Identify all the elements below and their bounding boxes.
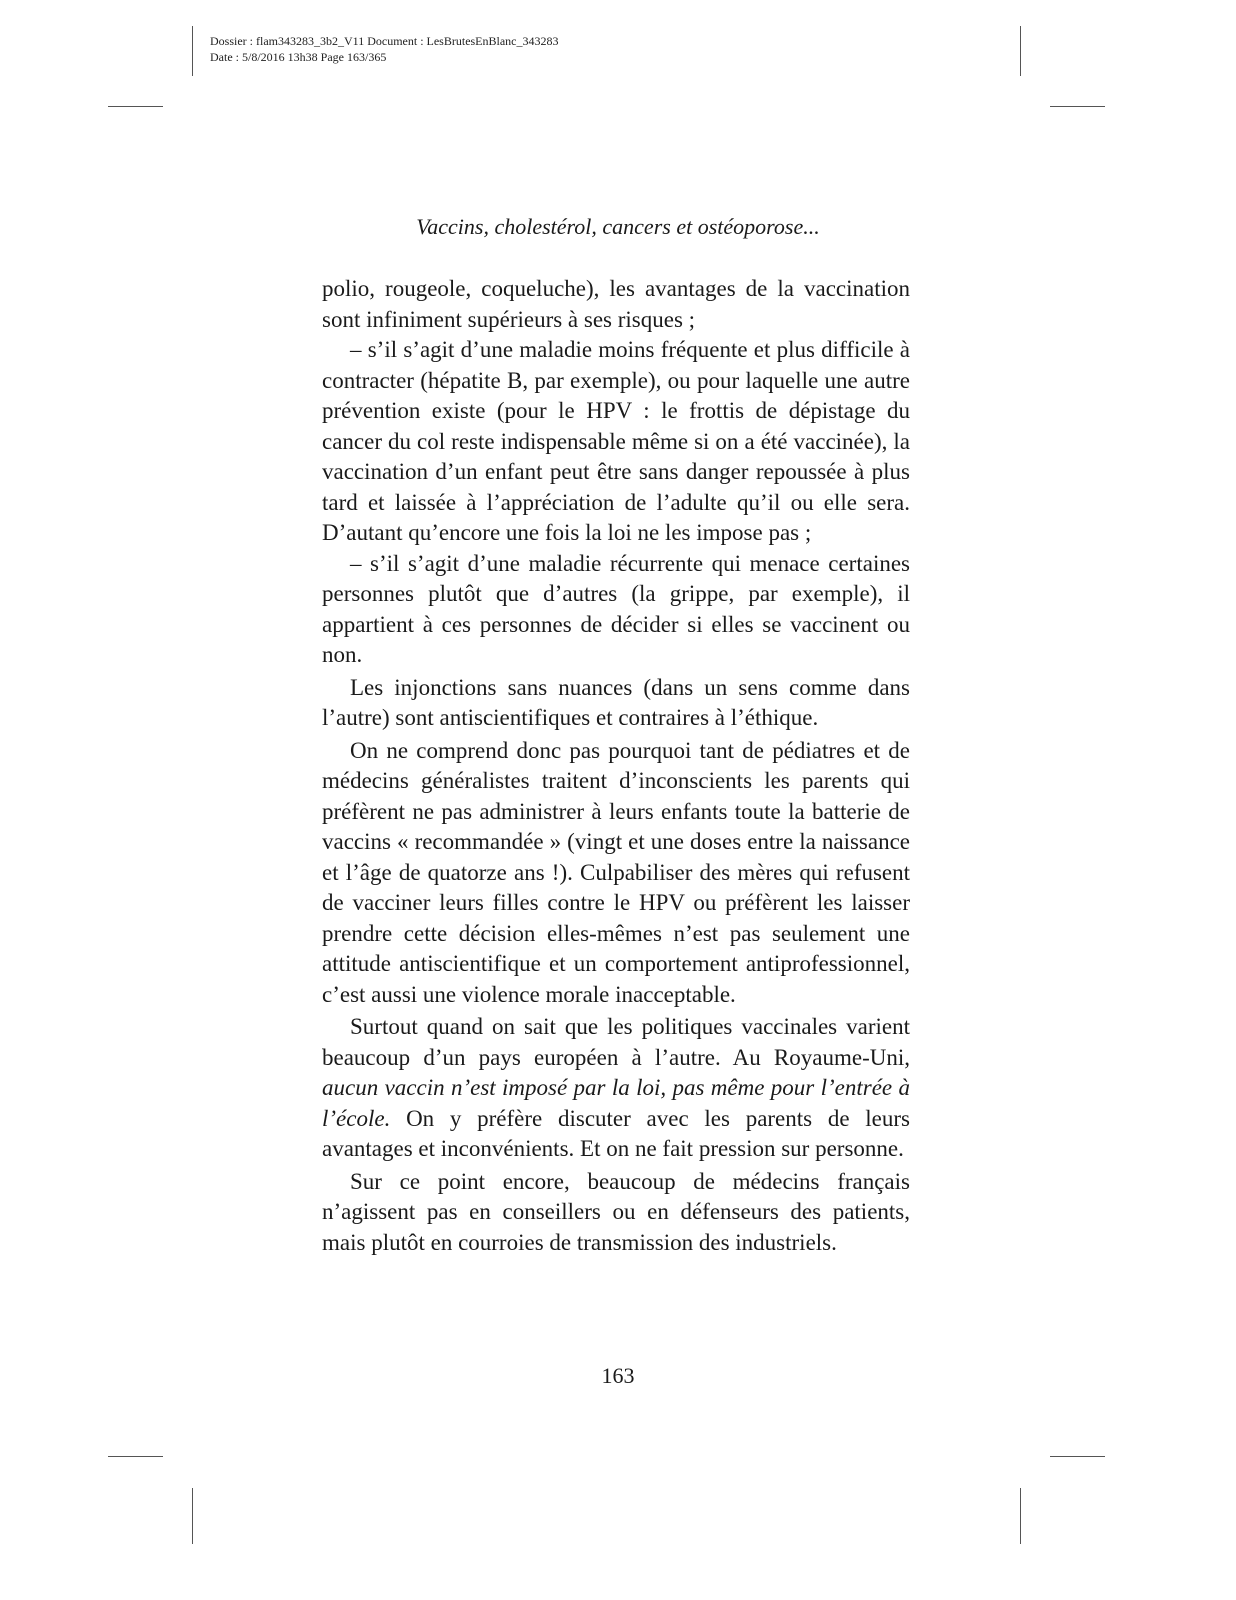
crop-mark-right-bottom (1050, 1456, 1105, 1457)
paragraph-royaume-uni-italic: aucun vaccin n’est imposé par la loi, pas même pour l’entrée à l’école. (322, 1075, 910, 1131)
print-slug (210, 33, 559, 65)
paragraph-royaume-uni-end: On y préfère discuter avec les parents de leurs avantages et inconvénients. Et on ne fait pression sur personne. (322, 1105, 910, 1161)
page-number: 163 (601, 1363, 635, 1388)
crop-mark-bottom-right (1020, 1488, 1021, 1544)
slug-line-dossier: Dossier : flam343283_3b2_V11 Document : LesBrutesEnBlanc_343283 (210, 34, 559, 48)
paragraph-injonctions: Les injonctions sans nuances (dans un sens comme dans l’autre) sont antiscientifiques et contraires à l’éthique. (322, 674, 910, 730)
list-item-dash-1: – s’il s’agit d’une maladie moins fréquente et plus difficile à contracter (hépatite B, par exemple), ou pour laquelle une autre prévention existe (pour le HPV : le frottis de dépistage du cancer du col reste indispensable même si on a été vaccinée), la vaccination d’un enfant peut être sans danger repoussée à plus tard et laissée à l’appréciation de l’adulte qu’il ou elle sera. D’autant qu’encore une fois la loi ne les impose pas ; (322, 337, 910, 545)
list-item-dash-2: – s’il s’agit d’une maladie récurrente qui menace certaines personnes plutôt que d’autres (la grippe, par exemple), il appartient à ces personnes de décider si elles se vaccinent ou non. (322, 550, 910, 667)
running-head: Vaccins, cholestérol, cancers et ostéoporose... (416, 214, 820, 239)
crop-mark-left-top (108, 106, 163, 107)
paragraph-medecins-francais: Sur ce point encore, beaucoup de médecins français n’agissent pas en conseillers ou en défenseurs des patients, mais plutôt en courroies de transmission des industriels. (322, 1168, 910, 1255)
paragraph-continuation: polio, rougeole, coqueluche), les avantages de la vaccination sont infiniment supérieurs à ses risques ; (322, 276, 910, 332)
paragraph-royaume-uni (322, 1012, 910, 1165)
crop-mark-right-top (1050, 106, 1105, 107)
paragraph-pediatres: On ne comprend donc pas pourquoi tant de pédiatres et de médecins généralistes traitent d’inconscients les parents qui préfèrent ne pas administrer à leurs enfants toute la batterie de vaccins « recommandée » (vingt et une doses entre la naissance et l’âge de quatorze ans !). Culpabiliser des mères qui refusent de vacciner leurs filles contre le HPV ou préfèrent les laisser prendre cette décision elles-mêmes n’est pas seulement une attitude antiscientifique et un comportement antiprofessionnel, c’est aussi une violence morale inacceptable. (322, 737, 910, 1007)
slug-line-date: Date : 5/8/2016 13h38 Page 163/365 (210, 50, 387, 64)
crop-mark-bottom-left (192, 1488, 193, 1544)
paragraph-royaume-uni-start: Surtout quand on sait que les politiques vaccinales varient beaucoup d’un pays européen à l’autre. Au Royaume-Uni, (322, 1014, 910, 1070)
body-text (322, 274, 910, 1258)
crop-mark-left-bottom (108, 1456, 163, 1457)
crop-mark-top-right (1020, 26, 1021, 76)
crop-mark-top-left (192, 26, 193, 76)
